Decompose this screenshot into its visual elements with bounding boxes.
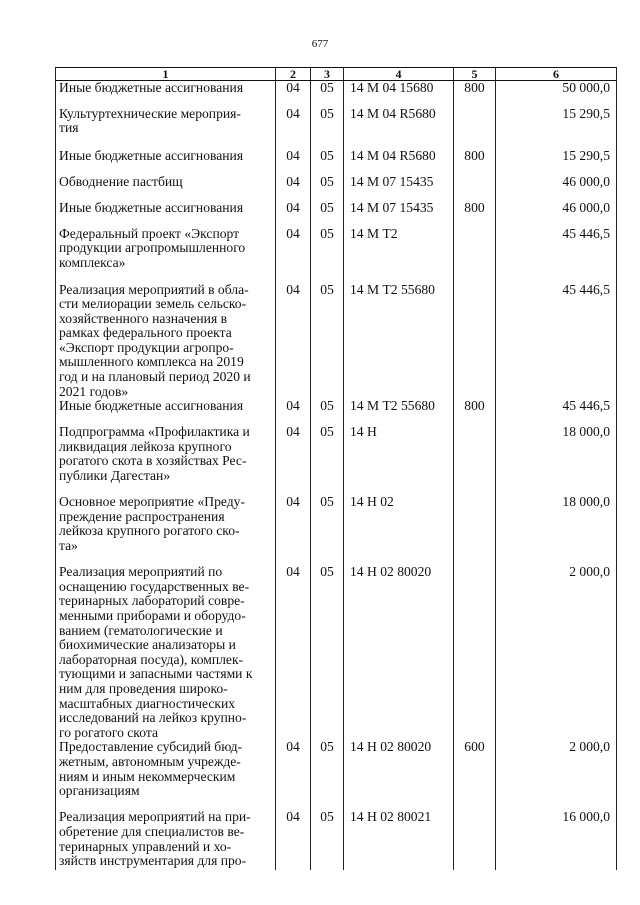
row-name-cell: Обводнение пастбищ xyxy=(56,175,276,201)
header-col-2: 2 xyxy=(276,68,311,81)
row-section-cell: 04 xyxy=(276,565,311,740)
header-col-3: 3 xyxy=(311,68,344,81)
row-section-cell: 04 xyxy=(276,283,311,400)
row-section-cell: 04 xyxy=(276,810,311,870)
table-row xyxy=(56,810,617,870)
row-expense-type-cell xyxy=(454,810,496,870)
row-target-code-cell: 14 Н 02 80020 xyxy=(344,740,454,810)
row-expense-type-cell xyxy=(454,425,496,495)
row-expense-type-cell xyxy=(454,283,496,400)
row-expense-type-cell: 800 xyxy=(454,81,496,107)
table-row xyxy=(56,107,617,149)
header-col-5: 5 xyxy=(454,68,496,81)
row-subsection-cell: 05 xyxy=(311,81,344,107)
table-body xyxy=(56,81,617,871)
budget-table-container xyxy=(55,67,616,869)
row-name-cell: Иные бюджетные ассигнования xyxy=(56,399,276,425)
row-expense-type-cell xyxy=(454,175,496,201)
row-subsection-cell: 05 xyxy=(311,399,344,425)
table-row xyxy=(56,175,617,201)
row-expense-type-cell: 800 xyxy=(454,149,496,175)
row-section-cell: 04 xyxy=(276,175,311,201)
row-target-code-cell: 14 М Т2 55680 xyxy=(344,283,454,400)
row-subsection-cell: 05 xyxy=(311,201,344,227)
row-expense-type-cell: 800 xyxy=(454,201,496,227)
row-name-cell: Реализация мероприятий на при- обретение для специалистов ве- теринарных управлений и хо- зяйств инструментария для про- xyxy=(56,810,276,870)
row-expense-type-cell xyxy=(454,227,496,283)
row-target-code-cell: 14 Н xyxy=(344,425,454,495)
table-row xyxy=(56,283,617,400)
row-name-cell: Реализация мероприятий по оснащению государственных ве- теринарных лабораторий совре- менными приборами и оборудо- ванием (гематологические и биохимические анализаторы и лабораторная посуда), комплек- тующими и запасными частями к ним для проведения широко- масштабных диагностических исследований на лейкоз крупно- го рогатого скота xyxy=(56,565,276,740)
row-name-cell: Иные бюджетные ассигнования xyxy=(56,81,276,107)
page-number: 677 xyxy=(311,38,329,50)
row-section-cell: 04 xyxy=(276,227,311,283)
table-row xyxy=(56,425,617,495)
row-target-code-cell: 14 М Т2 55680 xyxy=(344,399,454,425)
row-expense-type-cell xyxy=(454,107,496,149)
row-amount-cell: 46 000,0 xyxy=(496,175,617,201)
table-row xyxy=(56,81,617,107)
row-amount-cell: 18 000,0 xyxy=(496,425,617,495)
row-amount-cell: 15 290,5 xyxy=(496,149,617,175)
row-subsection-cell: 05 xyxy=(311,175,344,201)
row-target-code-cell: 14 Н 02 xyxy=(344,495,454,565)
row-target-code-cell: 14 Н 02 80020 xyxy=(344,565,454,740)
row-target-code-cell: 14 М 04 R5680 xyxy=(344,107,454,149)
row-name-cell: Реализация мероприятий в обла- сти мелиорации земель сельско- хозяйственного назначения в рамках федерального проекта «Экспорт продукции агропро- мышленного комплекса на 2019 год и на плановый период 2020 и 2021 годов» xyxy=(56,283,276,400)
row-subsection-cell: 05 xyxy=(311,227,344,283)
row-name-cell: Федеральный проект «Экспорт продукции агропромышленного комплекса» xyxy=(56,227,276,283)
row-amount-cell: 2 000,0 xyxy=(496,565,617,740)
row-expense-type-cell: 800 xyxy=(454,399,496,425)
row-amount-cell: 45 446,5 xyxy=(496,283,617,400)
row-expense-type-cell xyxy=(454,495,496,565)
header-col-4: 4 xyxy=(344,68,454,81)
header-col-6: 6 xyxy=(496,68,617,81)
row-target-code-cell: 14 Н 02 80021 xyxy=(344,810,454,870)
row-section-cell: 04 xyxy=(276,740,311,810)
table-row xyxy=(56,227,617,283)
row-amount-cell: 45 446,5 xyxy=(496,399,617,425)
table-row xyxy=(56,495,617,565)
row-section-cell: 04 xyxy=(276,107,311,149)
table-row xyxy=(56,565,617,740)
row-subsection-cell: 05 xyxy=(311,810,344,870)
row-target-code-cell: 14 М 07 15435 xyxy=(344,175,454,201)
row-subsection-cell: 05 xyxy=(311,425,344,495)
row-name-cell: Иные бюджетные ассигнования xyxy=(56,149,276,175)
row-name-cell: Подпрограмма «Профилактика и ликвидация лейкоза крупного рогатого скота в хозяйствах Рес- публики Дагестан» xyxy=(56,425,276,495)
row-amount-cell: 50 000,0 xyxy=(496,81,617,107)
row-target-code-cell: 14 М 07 15435 xyxy=(344,201,454,227)
row-subsection-cell: 05 xyxy=(311,149,344,175)
row-name-cell: Основное мероприятие «Преду- преждение распространения лейкоза крупного рогатого ско- та» xyxy=(56,495,276,565)
table-row xyxy=(56,740,617,810)
row-amount-cell: 18 000,0 xyxy=(496,495,617,565)
row-expense-type-cell: 600 xyxy=(454,740,496,810)
row-expense-type-cell xyxy=(454,565,496,740)
row-amount-cell: 16 000,0 xyxy=(496,810,617,870)
row-target-code-cell: 14 М Т2 xyxy=(344,227,454,283)
row-subsection-cell: 05 xyxy=(311,283,344,400)
row-amount-cell: 15 290,5 xyxy=(496,107,617,149)
row-name-cell: Иные бюджетные ассигнования xyxy=(56,201,276,227)
row-name-cell: Предоставление субсидий бюд- жетным, автономным учрежде- ниям и иным некоммерческим организациям xyxy=(56,740,276,810)
table-row xyxy=(56,149,617,175)
row-amount-cell: 2 000,0 xyxy=(496,740,617,810)
row-amount-cell: 45 446,5 xyxy=(496,227,617,283)
table-row xyxy=(56,399,617,425)
row-section-cell: 04 xyxy=(276,425,311,495)
budget-table xyxy=(55,67,617,870)
row-subsection-cell: 05 xyxy=(311,740,344,810)
row-subsection-cell: 05 xyxy=(311,107,344,149)
row-section-cell: 04 xyxy=(276,149,311,175)
row-section-cell: 04 xyxy=(276,399,311,425)
row-section-cell: 04 xyxy=(276,201,311,227)
row-subsection-cell: 05 xyxy=(311,565,344,740)
row-amount-cell: 46 000,0 xyxy=(496,201,617,227)
header-row xyxy=(56,68,617,81)
table-row xyxy=(56,201,617,227)
row-section-cell: 04 xyxy=(276,81,311,107)
row-name-cell: Культуртехнические мероприя- тия xyxy=(56,107,276,149)
row-section-cell: 04 xyxy=(276,495,311,565)
row-subsection-cell: 05 xyxy=(311,495,344,565)
header-col-1: 1 xyxy=(56,68,276,81)
row-target-code-cell: 14 М 04 15680 xyxy=(344,81,454,107)
row-target-code-cell: 14 М 04 R5680 xyxy=(344,149,454,175)
